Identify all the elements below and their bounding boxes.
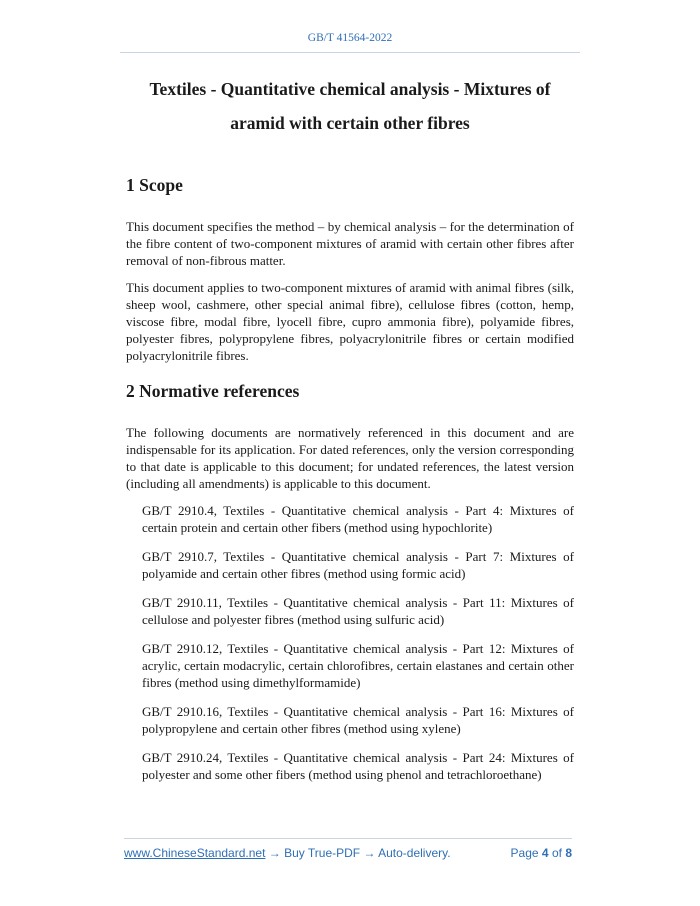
page-indicator — [511, 846, 572, 860]
page-header-standard-code: GB/T 41564-2022 — [307, 32, 393, 44]
normative-intro-paragraph: The following documents are normatively referenced in this document and are indispensable for its application. For dated references, only the version corresponding to that date is applicable to this document; for undated references, the latest version (including all amendments) is applicable to this document. — [126, 425, 574, 491]
page-footer — [124, 846, 572, 860]
page-label: Page — [510, 846, 539, 860]
chinesestandard-link[interactable]: www.ChineseStandard.net — [124, 846, 266, 860]
title-line-2: aramid with certain other fibres — [230, 113, 470, 133]
reference-item: GB/T 2910.16, Textiles - Quantitative chemical analysis - Part 16: Mixtures of polypropylene and certain other fibres (method using xylene) — [142, 704, 574, 736]
page-current-number: 4 — [541, 846, 549, 860]
page-of-label: of — [551, 846, 562, 860]
section-heading-normative-references: 2 Normative references — [126, 381, 300, 401]
footer-promo — [124, 846, 451, 860]
reference-item: GB/T 2910.7, Textiles - Quantitative chemical analysis - Part 7: Mixtures of polyamide and certain other fibres (method using formic acid) — [142, 549, 574, 581]
scope-paragraph-1: This document specifies the method – by chemical analysis – for the determination of the fibre content of two-component mixtures of aramid with certain other fibres after removal of non-fibrous matter. — [126, 219, 574, 268]
reference-list — [126, 502, 574, 783]
reference-item: GB/T 2910.4, Textiles - Quantitative chemical analysis - Part 4: Mixtures of certain protein and certain other fibers (method using hypochlorite) — [142, 503, 574, 535]
scope-paragraph-2: This document applies to two-component mixtures of aramid with animal fibres (silk, sheep wool, cashmere, other special animal fibre), cellulose fibres (cotton, hemp, viscose fibre, modal fibre, lyocell fibre, cupro ammonia fibre), polyamide fibres, polyester fibres, polypropylene fibres, polyacrylonitrile fibres or certain modified polyacrylonitrile fibres. — [126, 280, 574, 363]
footer-divider — [124, 838, 572, 839]
document-body — [126, 172, 574, 795]
title-line-1: Textiles - Quantitative chemical analysis - Mixtures of — [149, 79, 551, 99]
document-title — [100, 72, 600, 140]
reference-item: GB/T 2910.11, Textiles - Quantitative chemical analysis - Part 11: Mixtures of cellulose and polyester fibres (method using sulfuric acid) — [142, 595, 574, 627]
section-heading-scope: 1 Scope — [126, 175, 183, 195]
reference-item: GB/T 2910.12, Textiles - Quantitative chemical analysis - Part 12: Mixtures of acrylic, certain modacrylic, certain chlorofibres, certain elastanes and certain other fibres (method using dimethylformamide) — [142, 641, 574, 690]
header-divider — [120, 52, 580, 53]
footer-tagline: → Buy True-PDF → Auto-delivery. — [265, 846, 451, 860]
reference-item: GB/T 2910.24, Textiles - Quantitative chemical analysis - Part 24: Mixtures of polyester and some other fibers (method using phenol and tetrachloroethane) — [142, 750, 574, 782]
page-total-number: 8 — [565, 846, 572, 860]
